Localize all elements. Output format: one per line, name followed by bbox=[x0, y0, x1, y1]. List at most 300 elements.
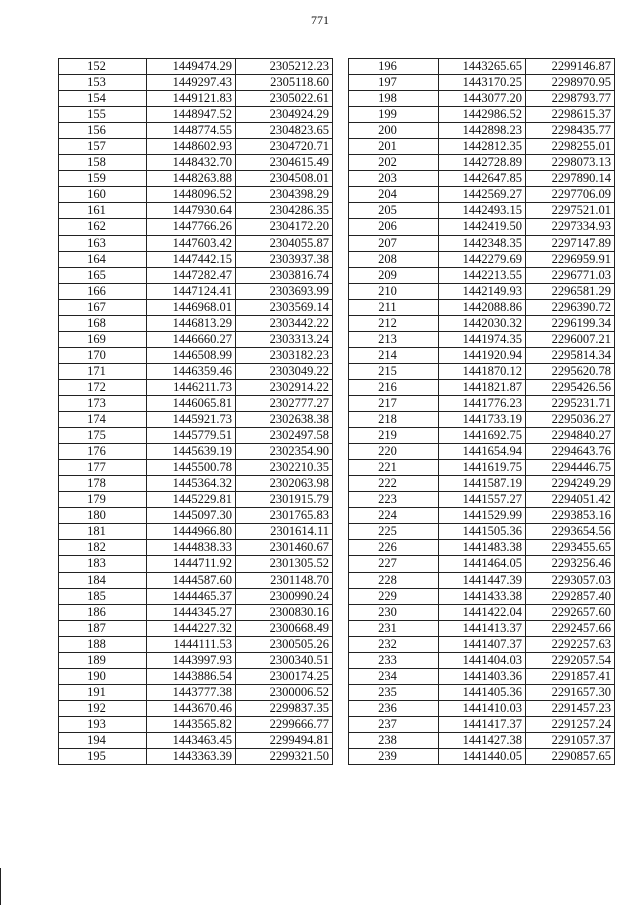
x-coordinate-cell: 1441433.38 bbox=[439, 588, 526, 604]
x-coordinate-cell: 1442986.52 bbox=[439, 107, 526, 123]
y-coordinate-cell: 2299666.77 bbox=[236, 716, 333, 732]
page-number: 771 bbox=[311, 13, 329, 27]
y-coordinate-cell: 2291857.41 bbox=[526, 668, 615, 684]
table-row bbox=[59, 620, 333, 636]
point-number-cell: 167 bbox=[59, 299, 147, 315]
table-row bbox=[349, 444, 615, 460]
point-number-cell: 207 bbox=[349, 235, 439, 251]
table-row bbox=[59, 123, 333, 139]
y-coordinate-cell: 2304398.29 bbox=[236, 187, 333, 203]
table-row bbox=[349, 684, 615, 700]
table-row bbox=[59, 588, 333, 604]
x-coordinate-cell: 1441529.99 bbox=[439, 508, 526, 524]
point-number-cell: 212 bbox=[349, 315, 439, 331]
table-row bbox=[59, 732, 333, 748]
point-number-cell: 177 bbox=[59, 460, 147, 476]
x-coordinate-cell: 1442898.23 bbox=[439, 123, 526, 139]
x-coordinate-cell: 1441440.05 bbox=[439, 749, 526, 765]
point-number-cell: 166 bbox=[59, 283, 147, 299]
x-coordinate-cell: 1442279.69 bbox=[439, 251, 526, 267]
point-number-cell: 221 bbox=[349, 460, 439, 476]
x-coordinate-cell: 1441407.37 bbox=[439, 636, 526, 652]
point-number-cell: 229 bbox=[349, 588, 439, 604]
coordinates-table-right bbox=[348, 58, 615, 765]
point-number-cell: 218 bbox=[349, 412, 439, 428]
point-number-cell: 182 bbox=[59, 540, 147, 556]
x-coordinate-cell: 1448602.93 bbox=[147, 139, 236, 155]
table-row bbox=[349, 91, 615, 107]
y-coordinate-cell: 2302063.98 bbox=[236, 476, 333, 492]
x-coordinate-cell: 1441619.75 bbox=[439, 460, 526, 476]
x-coordinate-cell: 1448096.52 bbox=[147, 187, 236, 203]
x-coordinate-cell: 1444345.27 bbox=[147, 604, 236, 620]
x-coordinate-cell: 1444711.92 bbox=[147, 556, 236, 572]
point-number-cell: 236 bbox=[349, 700, 439, 716]
table-row bbox=[59, 187, 333, 203]
x-coordinate-cell: 1446359.46 bbox=[147, 363, 236, 379]
y-coordinate-cell: 2294446.75 bbox=[526, 460, 615, 476]
x-coordinate-cell: 1445364.32 bbox=[147, 476, 236, 492]
x-coordinate-cell: 1441483.38 bbox=[439, 540, 526, 556]
table-row bbox=[349, 267, 615, 283]
x-coordinate-cell: 1442812.35 bbox=[439, 139, 526, 155]
y-coordinate-cell: 2296959.91 bbox=[526, 251, 615, 267]
x-coordinate-cell: 1441974.35 bbox=[439, 331, 526, 347]
point-number-cell: 171 bbox=[59, 363, 147, 379]
point-number-cell: 228 bbox=[349, 572, 439, 588]
x-coordinate-cell: 1441733.19 bbox=[439, 412, 526, 428]
scan-edge-line bbox=[0, 868, 1, 905]
point-number-cell: 188 bbox=[59, 636, 147, 652]
y-coordinate-cell: 2297706.09 bbox=[526, 187, 615, 203]
table-row bbox=[349, 155, 615, 171]
point-number-cell: 153 bbox=[59, 75, 147, 91]
table-row bbox=[59, 668, 333, 684]
x-coordinate-cell: 1441410.03 bbox=[439, 700, 526, 716]
table-row bbox=[349, 251, 615, 267]
coordinates-table-left bbox=[58, 58, 333, 765]
table-row bbox=[349, 636, 615, 652]
x-coordinate-cell: 1447766.26 bbox=[147, 219, 236, 235]
y-coordinate-cell: 2290857.65 bbox=[526, 749, 615, 765]
x-coordinate-cell: 1446813.29 bbox=[147, 315, 236, 331]
table-row bbox=[349, 235, 615, 251]
table-row bbox=[349, 412, 615, 428]
y-coordinate-cell: 2303442.22 bbox=[236, 315, 333, 331]
y-coordinate-cell: 2293057.03 bbox=[526, 572, 615, 588]
x-coordinate-cell: 1447282.47 bbox=[147, 267, 236, 283]
y-coordinate-cell: 2291057.37 bbox=[526, 732, 615, 748]
x-coordinate-cell: 1441464.05 bbox=[439, 556, 526, 572]
y-coordinate-cell: 2304172.20 bbox=[236, 219, 333, 235]
table-row bbox=[349, 187, 615, 203]
point-number-cell: 206 bbox=[349, 219, 439, 235]
y-coordinate-cell: 2295036.27 bbox=[526, 412, 615, 428]
y-coordinate-cell: 2293256.46 bbox=[526, 556, 615, 572]
point-number-cell: 227 bbox=[349, 556, 439, 572]
x-coordinate-cell: 1444227.32 bbox=[147, 620, 236, 636]
table-row bbox=[349, 604, 615, 620]
table-row bbox=[59, 235, 333, 251]
x-coordinate-cell: 1448774.55 bbox=[147, 123, 236, 139]
x-coordinate-cell: 1443777.38 bbox=[147, 684, 236, 700]
table-row bbox=[59, 460, 333, 476]
point-number-cell: 230 bbox=[349, 604, 439, 620]
point-number-cell: 197 bbox=[349, 75, 439, 91]
point-number-cell: 185 bbox=[59, 588, 147, 604]
x-coordinate-cell: 1444111.53 bbox=[147, 636, 236, 652]
point-number-cell: 196 bbox=[349, 59, 439, 75]
point-number-cell: 219 bbox=[349, 428, 439, 444]
table-row bbox=[349, 299, 615, 315]
x-coordinate-cell: 1447442.15 bbox=[147, 251, 236, 267]
table-row bbox=[59, 749, 333, 765]
point-number-cell: 235 bbox=[349, 684, 439, 700]
table-row bbox=[349, 540, 615, 556]
x-coordinate-cell: 1445921.73 bbox=[147, 412, 236, 428]
y-coordinate-cell: 2302497.58 bbox=[236, 428, 333, 444]
x-coordinate-cell: 1442348.35 bbox=[439, 235, 526, 251]
table-row bbox=[59, 315, 333, 331]
x-coordinate-cell: 1448263.88 bbox=[147, 171, 236, 187]
y-coordinate-cell: 2293853.16 bbox=[526, 508, 615, 524]
point-number-cell: 184 bbox=[59, 572, 147, 588]
table-row bbox=[349, 203, 615, 219]
y-coordinate-cell: 2293654.56 bbox=[526, 524, 615, 540]
x-coordinate-cell: 1441447.39 bbox=[439, 572, 526, 588]
y-coordinate-cell: 2300668.49 bbox=[236, 620, 333, 636]
table-row bbox=[349, 732, 615, 748]
table-row bbox=[349, 395, 615, 411]
y-coordinate-cell: 2291457.23 bbox=[526, 700, 615, 716]
table-row bbox=[59, 700, 333, 716]
table-row bbox=[349, 347, 615, 363]
y-coordinate-cell: 2303937.38 bbox=[236, 251, 333, 267]
point-number-cell: 213 bbox=[349, 331, 439, 347]
x-coordinate-cell: 1443363.39 bbox=[147, 749, 236, 765]
table-row bbox=[349, 315, 615, 331]
table-row bbox=[349, 700, 615, 716]
point-number-cell: 187 bbox=[59, 620, 147, 636]
point-number-cell: 161 bbox=[59, 203, 147, 219]
x-coordinate-cell: 1443463.45 bbox=[147, 732, 236, 748]
table-row bbox=[59, 716, 333, 732]
y-coordinate-cell: 2292857.40 bbox=[526, 588, 615, 604]
table-row bbox=[59, 524, 333, 540]
table-row bbox=[349, 620, 615, 636]
point-number-cell: 195 bbox=[59, 749, 147, 765]
y-coordinate-cell: 2299837.35 bbox=[236, 700, 333, 716]
y-coordinate-cell: 2305118.60 bbox=[236, 75, 333, 91]
point-number-cell: 170 bbox=[59, 347, 147, 363]
x-coordinate-cell: 1441427.38 bbox=[439, 732, 526, 748]
y-coordinate-cell: 2299494.81 bbox=[236, 732, 333, 748]
y-coordinate-cell: 2304055.87 bbox=[236, 235, 333, 251]
table-row bbox=[349, 572, 615, 588]
x-coordinate-cell: 1441654.94 bbox=[439, 444, 526, 460]
y-coordinate-cell: 2295814.34 bbox=[526, 347, 615, 363]
y-coordinate-cell: 2295426.56 bbox=[526, 379, 615, 395]
y-coordinate-cell: 2300830.16 bbox=[236, 604, 333, 620]
point-number-cell: 199 bbox=[349, 107, 439, 123]
x-coordinate-cell: 1442419.50 bbox=[439, 219, 526, 235]
point-number-cell: 226 bbox=[349, 540, 439, 556]
x-coordinate-cell: 1449474.29 bbox=[147, 59, 236, 75]
x-coordinate-cell: 1442030.32 bbox=[439, 315, 526, 331]
table-row bbox=[349, 283, 615, 299]
point-number-cell: 162 bbox=[59, 219, 147, 235]
x-coordinate-cell: 1441776.23 bbox=[439, 395, 526, 411]
x-coordinate-cell: 1443670.46 bbox=[147, 700, 236, 716]
x-coordinate-cell: 1446968.01 bbox=[147, 299, 236, 315]
y-coordinate-cell: 2297890.14 bbox=[526, 171, 615, 187]
table-row bbox=[349, 524, 615, 540]
table-row bbox=[59, 363, 333, 379]
table-row bbox=[349, 588, 615, 604]
point-number-cell: 164 bbox=[59, 251, 147, 267]
y-coordinate-cell: 2302914.22 bbox=[236, 379, 333, 395]
point-number-cell: 152 bbox=[59, 59, 147, 75]
y-coordinate-cell: 2301765.83 bbox=[236, 508, 333, 524]
table-row bbox=[349, 219, 615, 235]
x-coordinate-cell: 1443997.93 bbox=[147, 652, 236, 668]
x-coordinate-cell: 1446508.99 bbox=[147, 347, 236, 363]
point-number-cell: 205 bbox=[349, 203, 439, 219]
table-row bbox=[59, 347, 333, 363]
point-number-cell: 216 bbox=[349, 379, 439, 395]
y-coordinate-cell: 2300990.24 bbox=[236, 588, 333, 604]
x-coordinate-cell: 1445097.30 bbox=[147, 508, 236, 524]
x-coordinate-cell: 1444838.33 bbox=[147, 540, 236, 556]
table-row bbox=[349, 331, 615, 347]
table-row bbox=[349, 75, 615, 91]
x-coordinate-cell: 1443170.25 bbox=[439, 75, 526, 91]
point-number-cell: 158 bbox=[59, 155, 147, 171]
x-coordinate-cell: 1449297.43 bbox=[147, 75, 236, 91]
point-number-cell: 168 bbox=[59, 315, 147, 331]
point-number-cell: 191 bbox=[59, 684, 147, 700]
y-coordinate-cell: 2292657.60 bbox=[526, 604, 615, 620]
y-coordinate-cell: 2302210.35 bbox=[236, 460, 333, 476]
y-coordinate-cell: 2301305.52 bbox=[236, 556, 333, 572]
point-number-cell: 217 bbox=[349, 395, 439, 411]
table-row bbox=[349, 363, 615, 379]
y-coordinate-cell: 2303313.24 bbox=[236, 331, 333, 347]
table-row bbox=[59, 171, 333, 187]
y-coordinate-cell: 2296581.29 bbox=[526, 283, 615, 299]
x-coordinate-cell: 1443077.20 bbox=[439, 91, 526, 107]
point-number-cell: 179 bbox=[59, 492, 147, 508]
x-coordinate-cell: 1444966.80 bbox=[147, 524, 236, 540]
x-coordinate-cell: 1443565.82 bbox=[147, 716, 236, 732]
y-coordinate-cell: 2304508.01 bbox=[236, 171, 333, 187]
table-row bbox=[59, 107, 333, 123]
point-number-cell: 192 bbox=[59, 700, 147, 716]
y-coordinate-cell: 2291257.24 bbox=[526, 716, 615, 732]
y-coordinate-cell: 2294643.76 bbox=[526, 444, 615, 460]
table-row bbox=[349, 508, 615, 524]
table-row bbox=[349, 460, 615, 476]
x-coordinate-cell: 1447930.64 bbox=[147, 203, 236, 219]
point-number-cell: 172 bbox=[59, 379, 147, 395]
x-coordinate-cell: 1441870.12 bbox=[439, 363, 526, 379]
y-coordinate-cell: 2305022.61 bbox=[236, 91, 333, 107]
x-coordinate-cell: 1445500.78 bbox=[147, 460, 236, 476]
table-row bbox=[59, 91, 333, 107]
table-row bbox=[59, 412, 333, 428]
y-coordinate-cell: 2302354.90 bbox=[236, 444, 333, 460]
point-number-cell: 165 bbox=[59, 267, 147, 283]
y-coordinate-cell: 2294249.29 bbox=[526, 476, 615, 492]
table-row bbox=[349, 668, 615, 684]
y-coordinate-cell: 2294840.27 bbox=[526, 428, 615, 444]
point-number-cell: 189 bbox=[59, 652, 147, 668]
y-coordinate-cell: 2295231.71 bbox=[526, 395, 615, 411]
table-row bbox=[349, 556, 615, 572]
point-number-cell: 194 bbox=[59, 732, 147, 748]
point-number-cell: 174 bbox=[59, 412, 147, 428]
table-row bbox=[59, 684, 333, 700]
table-row bbox=[59, 395, 333, 411]
table-row bbox=[59, 75, 333, 91]
x-coordinate-cell: 1442493.15 bbox=[439, 203, 526, 219]
table-row bbox=[59, 299, 333, 315]
y-coordinate-cell: 2304720.71 bbox=[236, 139, 333, 155]
x-coordinate-cell: 1446211.73 bbox=[147, 379, 236, 395]
point-number-cell: 238 bbox=[349, 732, 439, 748]
y-coordinate-cell: 2292257.63 bbox=[526, 636, 615, 652]
point-number-cell: 160 bbox=[59, 187, 147, 203]
x-coordinate-cell: 1446065.81 bbox=[147, 395, 236, 411]
table-row bbox=[349, 428, 615, 444]
x-coordinate-cell: 1441692.75 bbox=[439, 428, 526, 444]
point-number-cell: 198 bbox=[349, 91, 439, 107]
x-coordinate-cell: 1448947.52 bbox=[147, 107, 236, 123]
y-coordinate-cell: 2301614.11 bbox=[236, 524, 333, 540]
x-coordinate-cell: 1442213.55 bbox=[439, 267, 526, 283]
point-number-cell: 233 bbox=[349, 652, 439, 668]
x-coordinate-cell: 1441422.04 bbox=[439, 604, 526, 620]
y-coordinate-cell: 2297334.93 bbox=[526, 219, 615, 235]
y-coordinate-cell: 2298073.13 bbox=[526, 155, 615, 171]
table-row bbox=[349, 652, 615, 668]
table-row bbox=[59, 155, 333, 171]
y-coordinate-cell: 2300505.26 bbox=[236, 636, 333, 652]
y-coordinate-cell: 2303182.23 bbox=[236, 347, 333, 363]
point-number-cell: 211 bbox=[349, 299, 439, 315]
x-coordinate-cell: 1445639.19 bbox=[147, 444, 236, 460]
point-number-cell: 214 bbox=[349, 347, 439, 363]
table-row bbox=[349, 379, 615, 395]
table-row bbox=[59, 476, 333, 492]
table-row bbox=[59, 267, 333, 283]
point-number-cell: 155 bbox=[59, 107, 147, 123]
x-coordinate-cell: 1441403.36 bbox=[439, 668, 526, 684]
y-coordinate-cell: 2296007.21 bbox=[526, 331, 615, 347]
y-coordinate-cell: 2304286.35 bbox=[236, 203, 333, 219]
y-coordinate-cell: 2304823.65 bbox=[236, 123, 333, 139]
y-coordinate-cell: 2297521.01 bbox=[526, 203, 615, 219]
x-coordinate-cell: 1449121.83 bbox=[147, 91, 236, 107]
point-number-cell: 232 bbox=[349, 636, 439, 652]
point-number-cell: 169 bbox=[59, 331, 147, 347]
y-coordinate-cell: 2298255.01 bbox=[526, 139, 615, 155]
table-row bbox=[349, 716, 615, 732]
point-number-cell: 183 bbox=[59, 556, 147, 572]
point-number-cell: 193 bbox=[59, 716, 147, 732]
y-coordinate-cell: 2292057.54 bbox=[526, 652, 615, 668]
point-number-cell: 176 bbox=[59, 444, 147, 460]
y-coordinate-cell: 2301460.67 bbox=[236, 540, 333, 556]
y-coordinate-cell: 2296771.03 bbox=[526, 267, 615, 283]
table-row bbox=[59, 59, 333, 75]
table-row bbox=[59, 139, 333, 155]
x-coordinate-cell: 1441505.36 bbox=[439, 524, 526, 540]
point-number-cell: 222 bbox=[349, 476, 439, 492]
y-coordinate-cell: 2305212.23 bbox=[236, 59, 333, 75]
point-number-cell: 203 bbox=[349, 171, 439, 187]
table-row bbox=[59, 508, 333, 524]
table-row bbox=[349, 171, 615, 187]
table-row bbox=[349, 123, 615, 139]
point-number-cell: 159 bbox=[59, 171, 147, 187]
point-number-cell: 209 bbox=[349, 267, 439, 283]
y-coordinate-cell: 2298970.95 bbox=[526, 75, 615, 91]
y-coordinate-cell: 2292457.66 bbox=[526, 620, 615, 636]
x-coordinate-cell: 1441405.36 bbox=[439, 684, 526, 700]
x-coordinate-cell: 1442728.89 bbox=[439, 155, 526, 171]
table-row bbox=[59, 604, 333, 620]
point-number-cell: 210 bbox=[349, 283, 439, 299]
point-number-cell: 223 bbox=[349, 492, 439, 508]
x-coordinate-cell: 1441920.94 bbox=[439, 347, 526, 363]
x-coordinate-cell: 1447124.41 bbox=[147, 283, 236, 299]
point-number-cell: 180 bbox=[59, 508, 147, 524]
y-coordinate-cell: 2298793.77 bbox=[526, 91, 615, 107]
y-coordinate-cell: 2297147.89 bbox=[526, 235, 615, 251]
table-row bbox=[59, 428, 333, 444]
y-coordinate-cell: 2296199.34 bbox=[526, 315, 615, 331]
table-row bbox=[349, 59, 615, 75]
table-row bbox=[349, 492, 615, 508]
x-coordinate-cell: 1444465.37 bbox=[147, 588, 236, 604]
y-coordinate-cell: 2304615.49 bbox=[236, 155, 333, 171]
x-coordinate-cell: 1442088.86 bbox=[439, 299, 526, 315]
table-row bbox=[59, 540, 333, 556]
x-coordinate-cell: 1442149.93 bbox=[439, 283, 526, 299]
table-row bbox=[59, 283, 333, 299]
x-coordinate-cell: 1446660.27 bbox=[147, 331, 236, 347]
table-row bbox=[59, 219, 333, 235]
table-row bbox=[59, 203, 333, 219]
y-coordinate-cell: 2296390.72 bbox=[526, 299, 615, 315]
x-coordinate-cell: 1441557.27 bbox=[439, 492, 526, 508]
point-number-cell: 157 bbox=[59, 139, 147, 155]
table-row bbox=[59, 636, 333, 652]
table-row bbox=[59, 652, 333, 668]
point-number-cell: 237 bbox=[349, 716, 439, 732]
x-coordinate-cell: 1447603.42 bbox=[147, 235, 236, 251]
point-number-cell: 173 bbox=[59, 395, 147, 411]
y-coordinate-cell: 2299146.87 bbox=[526, 59, 615, 75]
y-coordinate-cell: 2300340.51 bbox=[236, 652, 333, 668]
y-coordinate-cell: 2303693.99 bbox=[236, 283, 333, 299]
point-number-cell: 220 bbox=[349, 444, 439, 460]
table-row bbox=[349, 476, 615, 492]
table-row bbox=[59, 379, 333, 395]
y-coordinate-cell: 2301148.70 bbox=[236, 572, 333, 588]
point-number-cell: 175 bbox=[59, 428, 147, 444]
